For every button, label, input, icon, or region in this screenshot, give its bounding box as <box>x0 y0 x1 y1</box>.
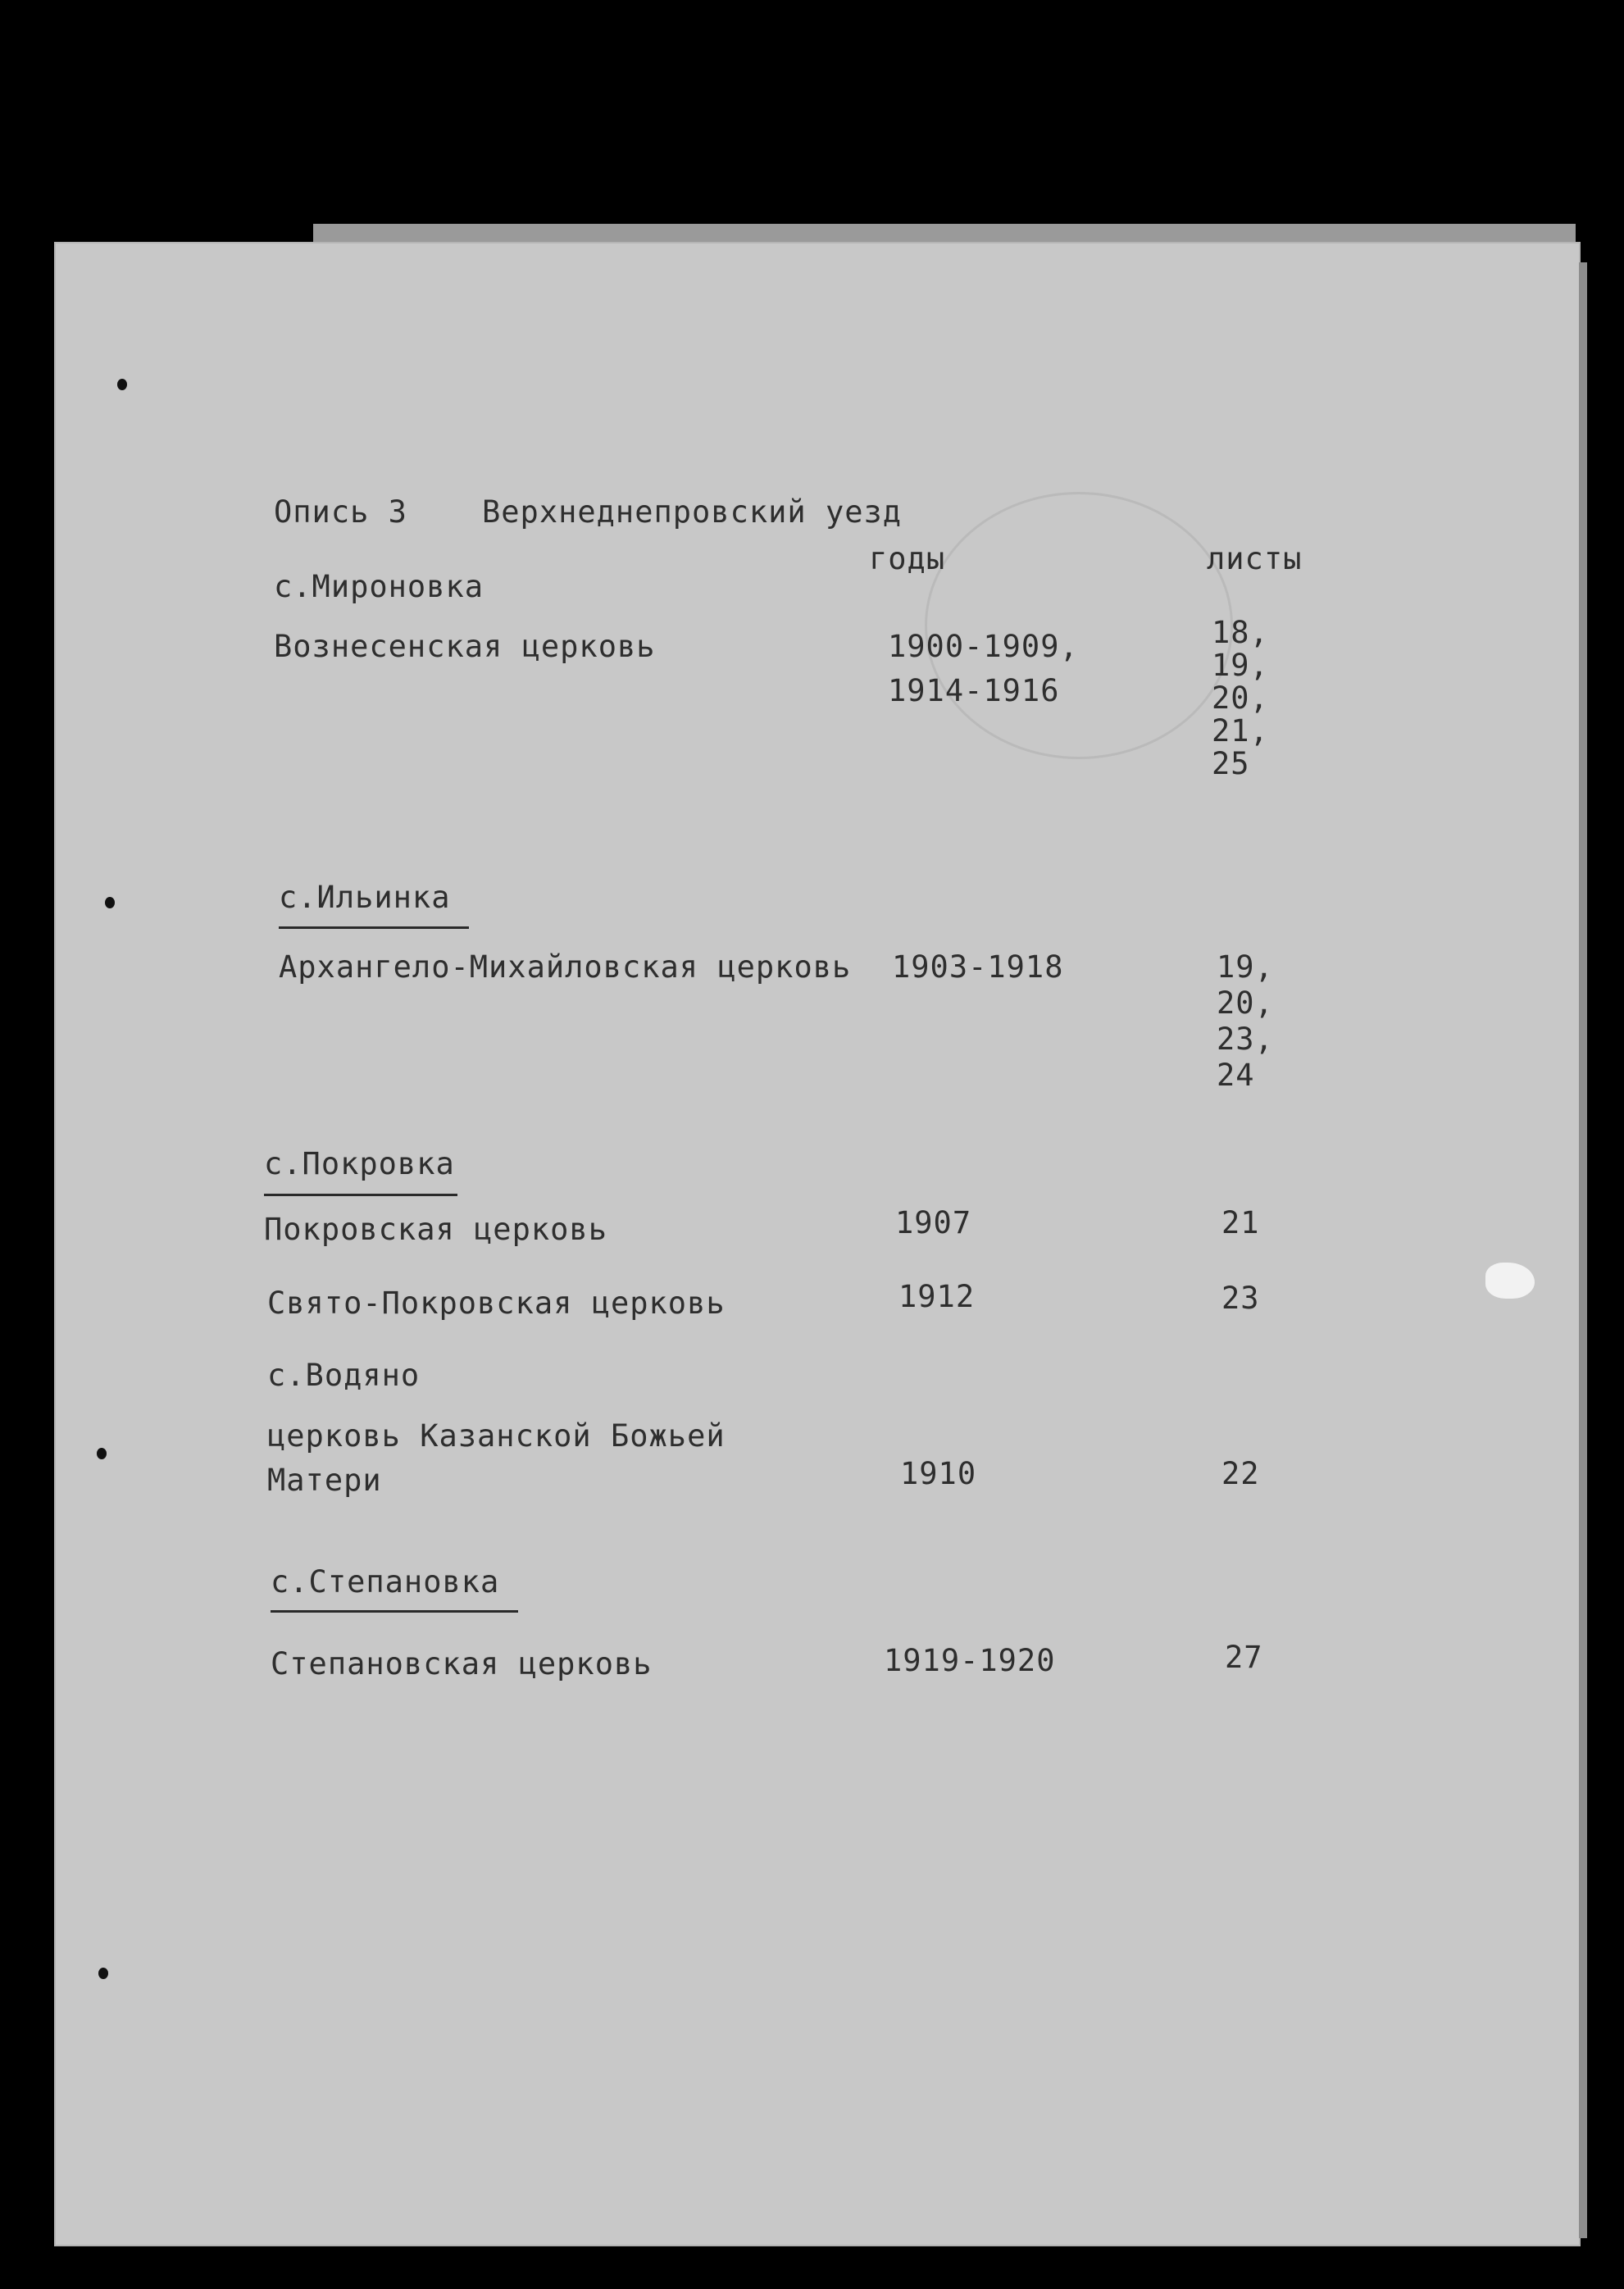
punch-hole <box>97 1448 107 1459</box>
inventory-number: Опись 3 <box>274 494 407 530</box>
sheet-value: 21, <box>1212 713 1269 749</box>
sheet-value: 20, <box>1217 985 1274 1021</box>
column-header-years: годы <box>869 541 946 576</box>
sheet-value: 19, <box>1212 648 1269 683</box>
sheet-value: 19, <box>1217 949 1274 985</box>
sheet-value: 22 <box>1221 1456 1260 1491</box>
village-underline <box>271 1610 518 1613</box>
column-header-sheets: листы <box>1207 541 1303 576</box>
district-title: Верхнеднепровский уезд <box>482 494 903 530</box>
sheet-value: 25 <box>1212 746 1250 781</box>
village-underline <box>279 926 469 929</box>
village-name: с.Мироновка <box>274 569 484 604</box>
paper-smudge <box>1485 1263 1535 1299</box>
sheets-cell <box>1217 949 1274 1094</box>
sheet-value: 23, <box>1217 1022 1274 1057</box>
church-name: Покровская церковь <box>264 1212 607 1247</box>
church-name: Степановская церковь <box>271 1646 653 1681</box>
village-underline <box>264 1194 457 1196</box>
bleed-through-stamp <box>925 492 1233 759</box>
village-name: с.Ильинка <box>279 880 451 915</box>
church-name: Свято-Покровская церковь <box>267 1286 726 1321</box>
sheet-value: 21 <box>1221 1205 1260 1240</box>
sheet-value: 18, <box>1212 615 1269 650</box>
church-name-line1: церковь Казанской Божьей <box>267 1418 726 1454</box>
years-value: 1900-1909, <box>888 629 1079 664</box>
years-value: 1907 <box>895 1205 972 1240</box>
village-name: с.Водяно <box>267 1358 421 1393</box>
years-value: 1914-1916 <box>888 673 1060 708</box>
punch-hole <box>105 897 115 908</box>
sheet-value: 20, <box>1212 680 1269 716</box>
years-value: 1919-1920 <box>884 1643 1056 1678</box>
church-name: Архангело-Михайловская церковь <box>279 949 852 985</box>
church-name-line2: Матери <box>267 1463 382 1498</box>
sheet-value: 27 <box>1225 1640 1263 1675</box>
sheet-value: 24 <box>1217 1058 1255 1093</box>
paper-right-edge <box>1579 262 1587 2238</box>
years-value: 1910 <box>900 1456 977 1491</box>
years-value: 1903-1918 <box>892 949 1064 985</box>
punch-hole <box>117 379 127 390</box>
sheets-cell <box>1212 617 1269 780</box>
church-name: Вознесенская церковь <box>274 629 656 664</box>
years-value: 1912 <box>898 1279 976 1314</box>
sheet-value: 23 <box>1221 1281 1260 1316</box>
village-name: с.Степановка <box>271 1564 500 1600</box>
years-cell <box>888 629 1079 709</box>
village-name: с.Покровка <box>264 1146 455 1181</box>
punch-hole <box>98 1968 108 1979</box>
